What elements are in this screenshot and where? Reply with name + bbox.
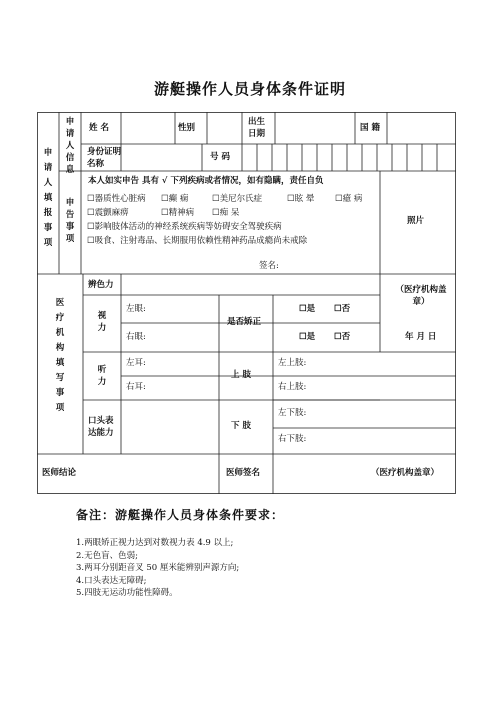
upper-limb-label: 上 肢 — [231, 370, 251, 380]
notes-section — [76, 506, 476, 600]
disease-drugs[interactable]: ☐吸食、注射毒品、长期服用依赖性精神药品成瘾尚未戒除 — [87, 236, 308, 246]
note-item: 3.两耳分别距音叉 50 厘米能辨别声源方向; — [76, 563, 240, 573]
speech-label: 口头表达能力 — [88, 416, 114, 438]
disease-dementia[interactable]: ☐痴 呆 — [212, 208, 240, 218]
disease-heart[interactable]: ☐器质性心脏病 — [87, 194, 146, 204]
photo-label: 照片 — [407, 216, 425, 226]
birth-date-label: 出生日期 — [248, 117, 266, 139]
right-upper-limb-label: 右上肢: — [278, 382, 307, 392]
signature-label: 签名: — [259, 261, 279, 271]
name-label: 姓 名 — [89, 123, 109, 133]
gender-label: 性别 — [178, 123, 196, 133]
left-upper-limb-label: 左上肢: — [278, 358, 307, 368]
corrected-yes-2[interactable]: ☐是 — [299, 332, 316, 342]
left-eye-label: 左眼: — [126, 304, 146, 314]
id-number-label: 号 码 — [210, 152, 230, 162]
disease-vertigo[interactable]: ☐眩 晕 — [287, 194, 315, 204]
disease-parkinson[interactable]: ☐震颤麻痹 — [87, 208, 129, 218]
disease-neuro[interactable]: ☐影响肢体活动的神经系统疾病等妨碍安全驾驶疾病 — [87, 222, 282, 232]
doctor-conclusion-label: 医师结论 — [42, 468, 77, 478]
hearing-label: 听力 — [97, 365, 107, 387]
corrected-no-2[interactable]: ☐否 — [334, 332, 351, 342]
note-item: 1.两眼矫正视力达到对数视力表 4.9 以上; — [76, 538, 234, 548]
id-document-label: 身份证明名称 — [87, 147, 122, 169]
notes-heading: 备注：游艇操作人员身体条件要求： — [76, 508, 285, 522]
color-vision-label: 辨色力 — [88, 280, 114, 290]
declaration-text: 本人如实申告 具有 √ 下列疾病或者情况，如有隐瞒，责任自负 — [88, 176, 324, 186]
left-lower-limb-label: 左下肢: — [278, 408, 307, 418]
applicant-info-label: 申请人信息 — [65, 117, 75, 175]
corrected-no-1[interactable]: ☐否 — [334, 304, 351, 314]
corrected-yes-1[interactable]: ☐是 — [299, 304, 316, 314]
note-item: 2.无色盲、色弱; — [76, 550, 138, 561]
note-item: 5.四肢无运动功能性障碍。 — [76, 588, 178, 598]
doctor-signature-label: 医师签名 — [226, 468, 261, 478]
nationality-label: 国 籍 — [360, 123, 380, 133]
medical-section-label: 医疗机构填写事项 — [55, 298, 65, 413]
note-item: 4.口头表达无障碍; — [76, 575, 147, 586]
stamp-date-label: 年 月 日 — [405, 332, 437, 342]
applicant-section-label: 申请人填报事项 — [43, 148, 53, 248]
right-eye-label: 右眼: — [126, 332, 146, 342]
right-ear-label: 右耳: — [126, 382, 146, 392]
disease-psychosis[interactable]: ☐精神病 — [161, 208, 195, 218]
lower-limb-label: 下 肢 — [231, 421, 251, 431]
declaration-label: 申告事项 — [65, 198, 75, 244]
left-ear-label: 左耳: — [126, 358, 146, 368]
medical-stamp-label: （医疗机构盖章） — [395, 285, 447, 307]
form-title: 游艇操作人员身体条件证明 — [153, 80, 346, 98]
certificate-form — [37, 112, 456, 494]
vision-label: 视力 — [97, 311, 107, 333]
disease-hysteria[interactable]: ☐癔 病 — [335, 194, 363, 204]
disease-epilepsy[interactable]: ☐癫 痫 — [161, 194, 189, 204]
disease-meniere[interactable]: ☐美尼尔氏症 — [212, 194, 263, 204]
right-lower-limb-label: 右下肢: — [278, 434, 307, 444]
corrected-label: 是否矫正 — [227, 317, 262, 327]
conclusion-stamp-label: （医疗机构盖章） — [371, 468, 440, 478]
